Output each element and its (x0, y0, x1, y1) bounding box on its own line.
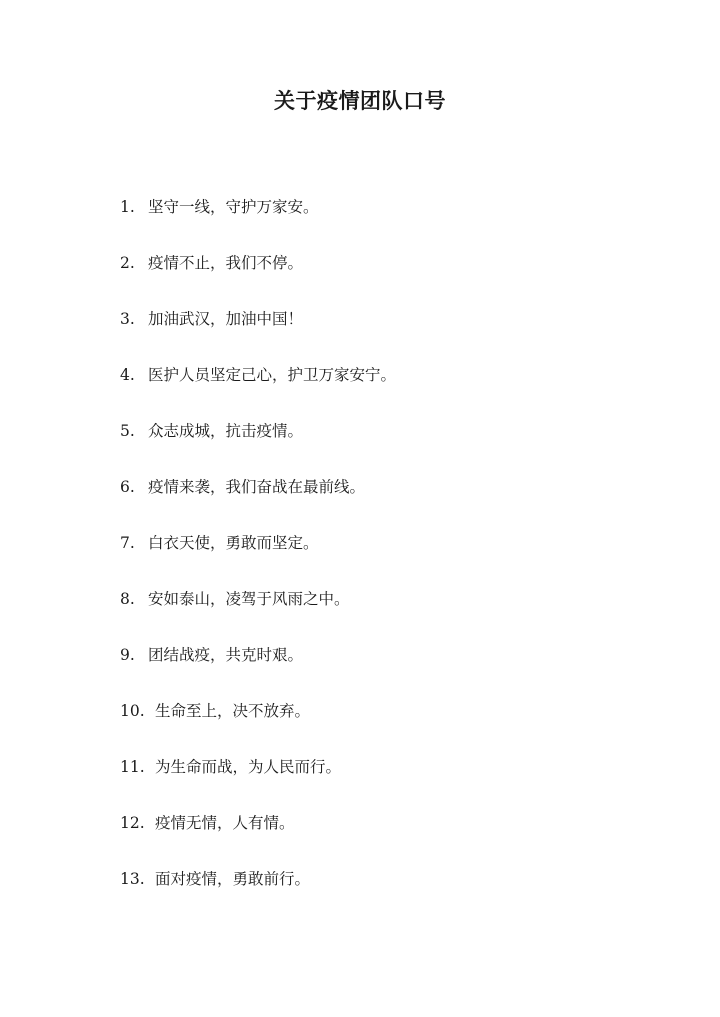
item-text: 安如泰山，凌驾于风雨之中。 (148, 590, 350, 608)
item-number: 3. (120, 310, 135, 328)
item-text: 疫情来袭，我们奋战在最前线。 (148, 478, 366, 496)
item-text: 众志成城，抗击疫情。 (148, 422, 304, 440)
item-number: 11. (120, 758, 145, 776)
list-item (120, 417, 640, 473)
item-number: 2. (120, 254, 135, 272)
item-text: 白衣天使，勇敢而坚定。 (148, 534, 319, 552)
list-item (120, 865, 640, 921)
item-number: 7. (120, 534, 135, 552)
list-item (120, 473, 640, 529)
item-text: 疫情不止，我们不停。 (148, 254, 304, 272)
list-item (120, 193, 640, 249)
item-text: 生命至上，决不放弃。 (155, 702, 311, 720)
list-item (120, 641, 640, 697)
list-item (120, 249, 640, 305)
item-text: 面对疫情，勇敢前行。 (155, 870, 311, 888)
item-text: 为生命而战，为人民而行。 (155, 758, 342, 776)
item-number: 8. (120, 590, 135, 608)
document-title: 关于疫情团队口号 (274, 88, 446, 113)
item-number: 4. (120, 366, 135, 384)
item-number: 5. (120, 422, 135, 440)
item-text: 疫情无情，人有情。 (155, 814, 295, 832)
item-number: 9. (120, 646, 135, 664)
list-item (120, 809, 640, 865)
item-number: 10. (120, 702, 145, 720)
item-number: 1. (120, 198, 135, 216)
list-item (120, 753, 640, 809)
item-number: 6. (120, 478, 135, 496)
list-item (120, 361, 640, 417)
list-item (120, 305, 640, 361)
item-number: 13. (120, 870, 145, 888)
item-number: 12. (120, 814, 145, 832)
list-item (120, 697, 640, 753)
list-item (120, 529, 640, 585)
item-text: 加油武汉，加油中国！ (148, 310, 304, 328)
item-text: 坚守一线，守护万家安。 (148, 198, 319, 216)
slogan-list (120, 193, 640, 921)
list-item (120, 585, 640, 641)
item-text: 团结战疫，共克时艰。 (148, 646, 304, 664)
item-text: 医护人员坚定己心，护卫万家安宁。 (148, 366, 397, 384)
